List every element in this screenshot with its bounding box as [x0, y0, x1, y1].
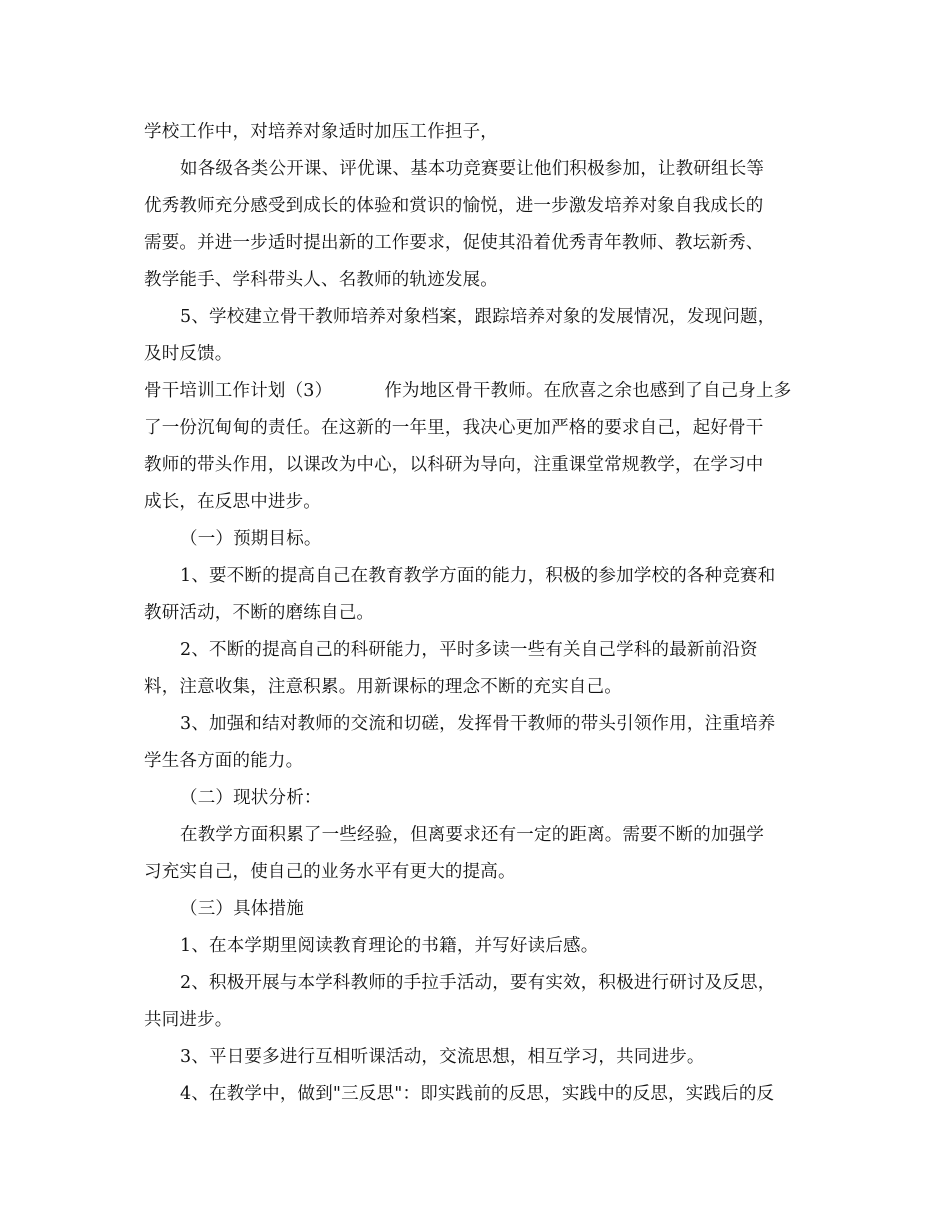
text-line: 教研活动，不断的磨练自己。 [144, 603, 375, 623]
subheading: （二）现状分析： [180, 788, 322, 808]
subheading: （三）具体措施 [180, 899, 304, 919]
section-heading: 骨干培训工作计划（3） [144, 381, 333, 401]
text-line: 2、积极开展与本学科教师的手拉手活动，要有实效，积极进行研讨及反思， [180, 973, 776, 993]
text-line: 了一份沉甸甸的责任。在这新的一年里，我决心更加严格的要求自己，起好骨干 [144, 418, 764, 438]
text-line: 如各级各类公开课、评优课、基本功竞赛要让他们积极参加，让教研组长等 [180, 159, 765, 179]
text-line: 学校工作中，对培养对象适时加压工作担子， [144, 122, 498, 142]
text-line: 3、平日要多进行互相听课活动，交流思想，相互学习，共同进步。 [180, 1047, 705, 1067]
section-heading-line [144, 379, 808, 403]
text-line: 需要。并进一步适时提出新的工作要求，促使其沿着优秀青年教师、教坛新秀、 [144, 233, 764, 253]
text-line: 共同进步。 [144, 1010, 233, 1030]
text-line: 1、在本学期里阅读教育理论的书籍，并写好读后感。 [180, 936, 599, 956]
text-line: 成长，在反思中进步。 [144, 492, 321, 512]
text-line: 4、在教学中，做到"三反思"：即实践前的反思，实践中的反思，实践后的反 [180, 1084, 775, 1104]
text-line: 学生各方面的能力。 [144, 751, 304, 771]
text-line: 在教学方面积累了一些经验，但离要求还有一定的距离。需要不断的加强学 [180, 825, 765, 845]
text-line: 2、不断的提高自己的科研能力，平时多读一些有关自己学科的最新前沿资 [180, 640, 758, 660]
text-line: 及时反馈。 [144, 344, 233, 364]
text-line: 5、学校建立骨干教师培养对象档案，跟踪培养对象的发展情况，发现问题， [180, 307, 776, 327]
text-line: 习充实自己，使自己的业务水平有更大的提高。 [144, 862, 516, 882]
text-line: 1、要不断的提高自己在教育教学方面的能力，积极的参加学校的各种竞赛和 [180, 566, 776, 586]
text-line: 料，注意收集，注意积累。用新课标的理念不断的充实自己。 [144, 677, 622, 697]
subheading: （一）预期目标。 [180, 529, 322, 549]
text-span: 作为地区骨干教师。在欣喜之余也感到了自己身上多 [384, 381, 792, 401]
text-line: 3、加强和结对教师的交流和切磋，发挥骨干教师的带头引领作用，注重培养 [180, 714, 776, 734]
text-line: 教学能手、学科带头人、名教师的轨迹发展。 [144, 270, 498, 290]
text-line: 优秀教师充分感受到成长的体验和赏识的愉悦，进一步激发培养对象自我成长的 [144, 196, 764, 216]
text-line: 教师的带头作用，以课改为中心，以科研为导向，注重课堂常规教学，在学习中 [144, 455, 764, 475]
